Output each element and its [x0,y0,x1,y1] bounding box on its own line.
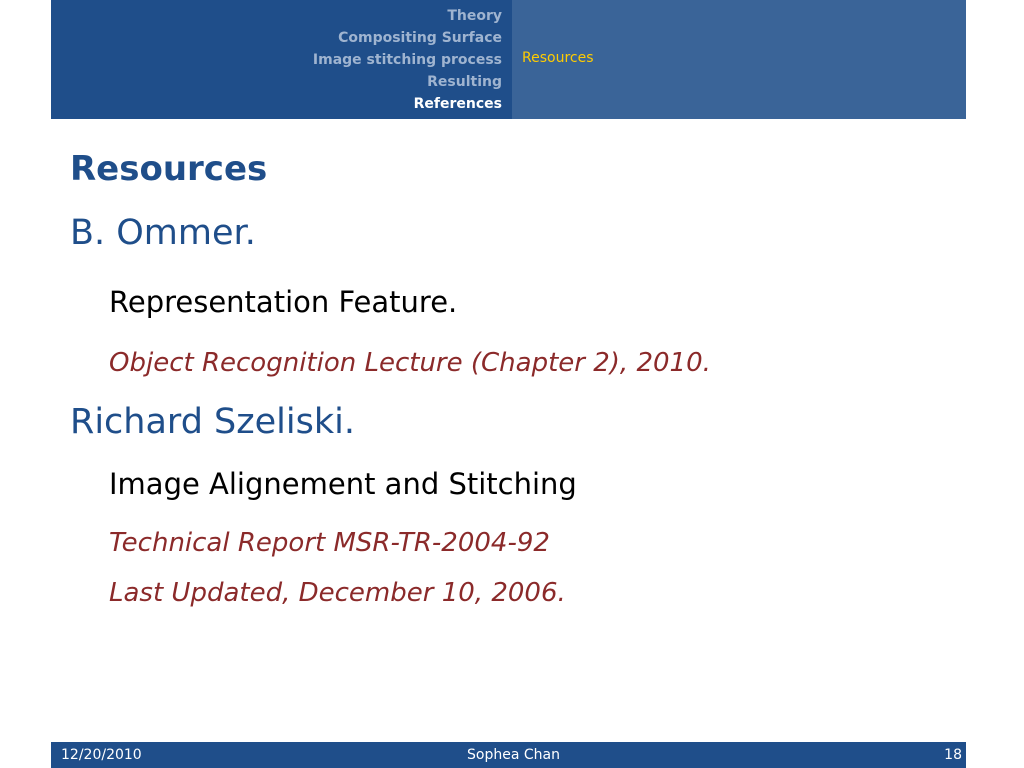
nav-item-references[interactable]: References [413,96,502,112]
header-nav-panel [51,0,512,119]
reference-publication: Technical Report MSR-TR-2004-92 [109,528,550,558]
nav-item-image-stitching-process[interactable]: Image stitching process [312,52,502,68]
footer-page-number: 18 [944,747,962,763]
reference-work: Representation Feature. [109,285,458,319]
section-nav [313,5,502,115]
nav-item-compositing-surface[interactable]: Compositing Surface [338,30,502,46]
reference-updated-date: Last Updated, December 10, 2006. [109,578,566,608]
reference-work: Image Alignement and Stitching [109,467,577,501]
subnav-item-resources[interactable]: Resources [522,50,594,66]
nav-item-resulting[interactable]: Resulting [427,74,502,90]
reference-publication: Object Recognition Lecture (Chapter 2), 2010. [109,348,711,378]
nav-item-theory[interactable]: Theory [447,8,502,24]
slide-footer [51,742,966,768]
header-subnav-panel [512,0,966,119]
slide-title: Resources [70,149,268,189]
reference-author: B. Ommer. [70,213,256,253]
footer-author: Sophea Chan [467,747,560,763]
reference-author: Richard Szeliski. [70,402,355,442]
footer-date: 12/20/2010 [61,747,142,763]
